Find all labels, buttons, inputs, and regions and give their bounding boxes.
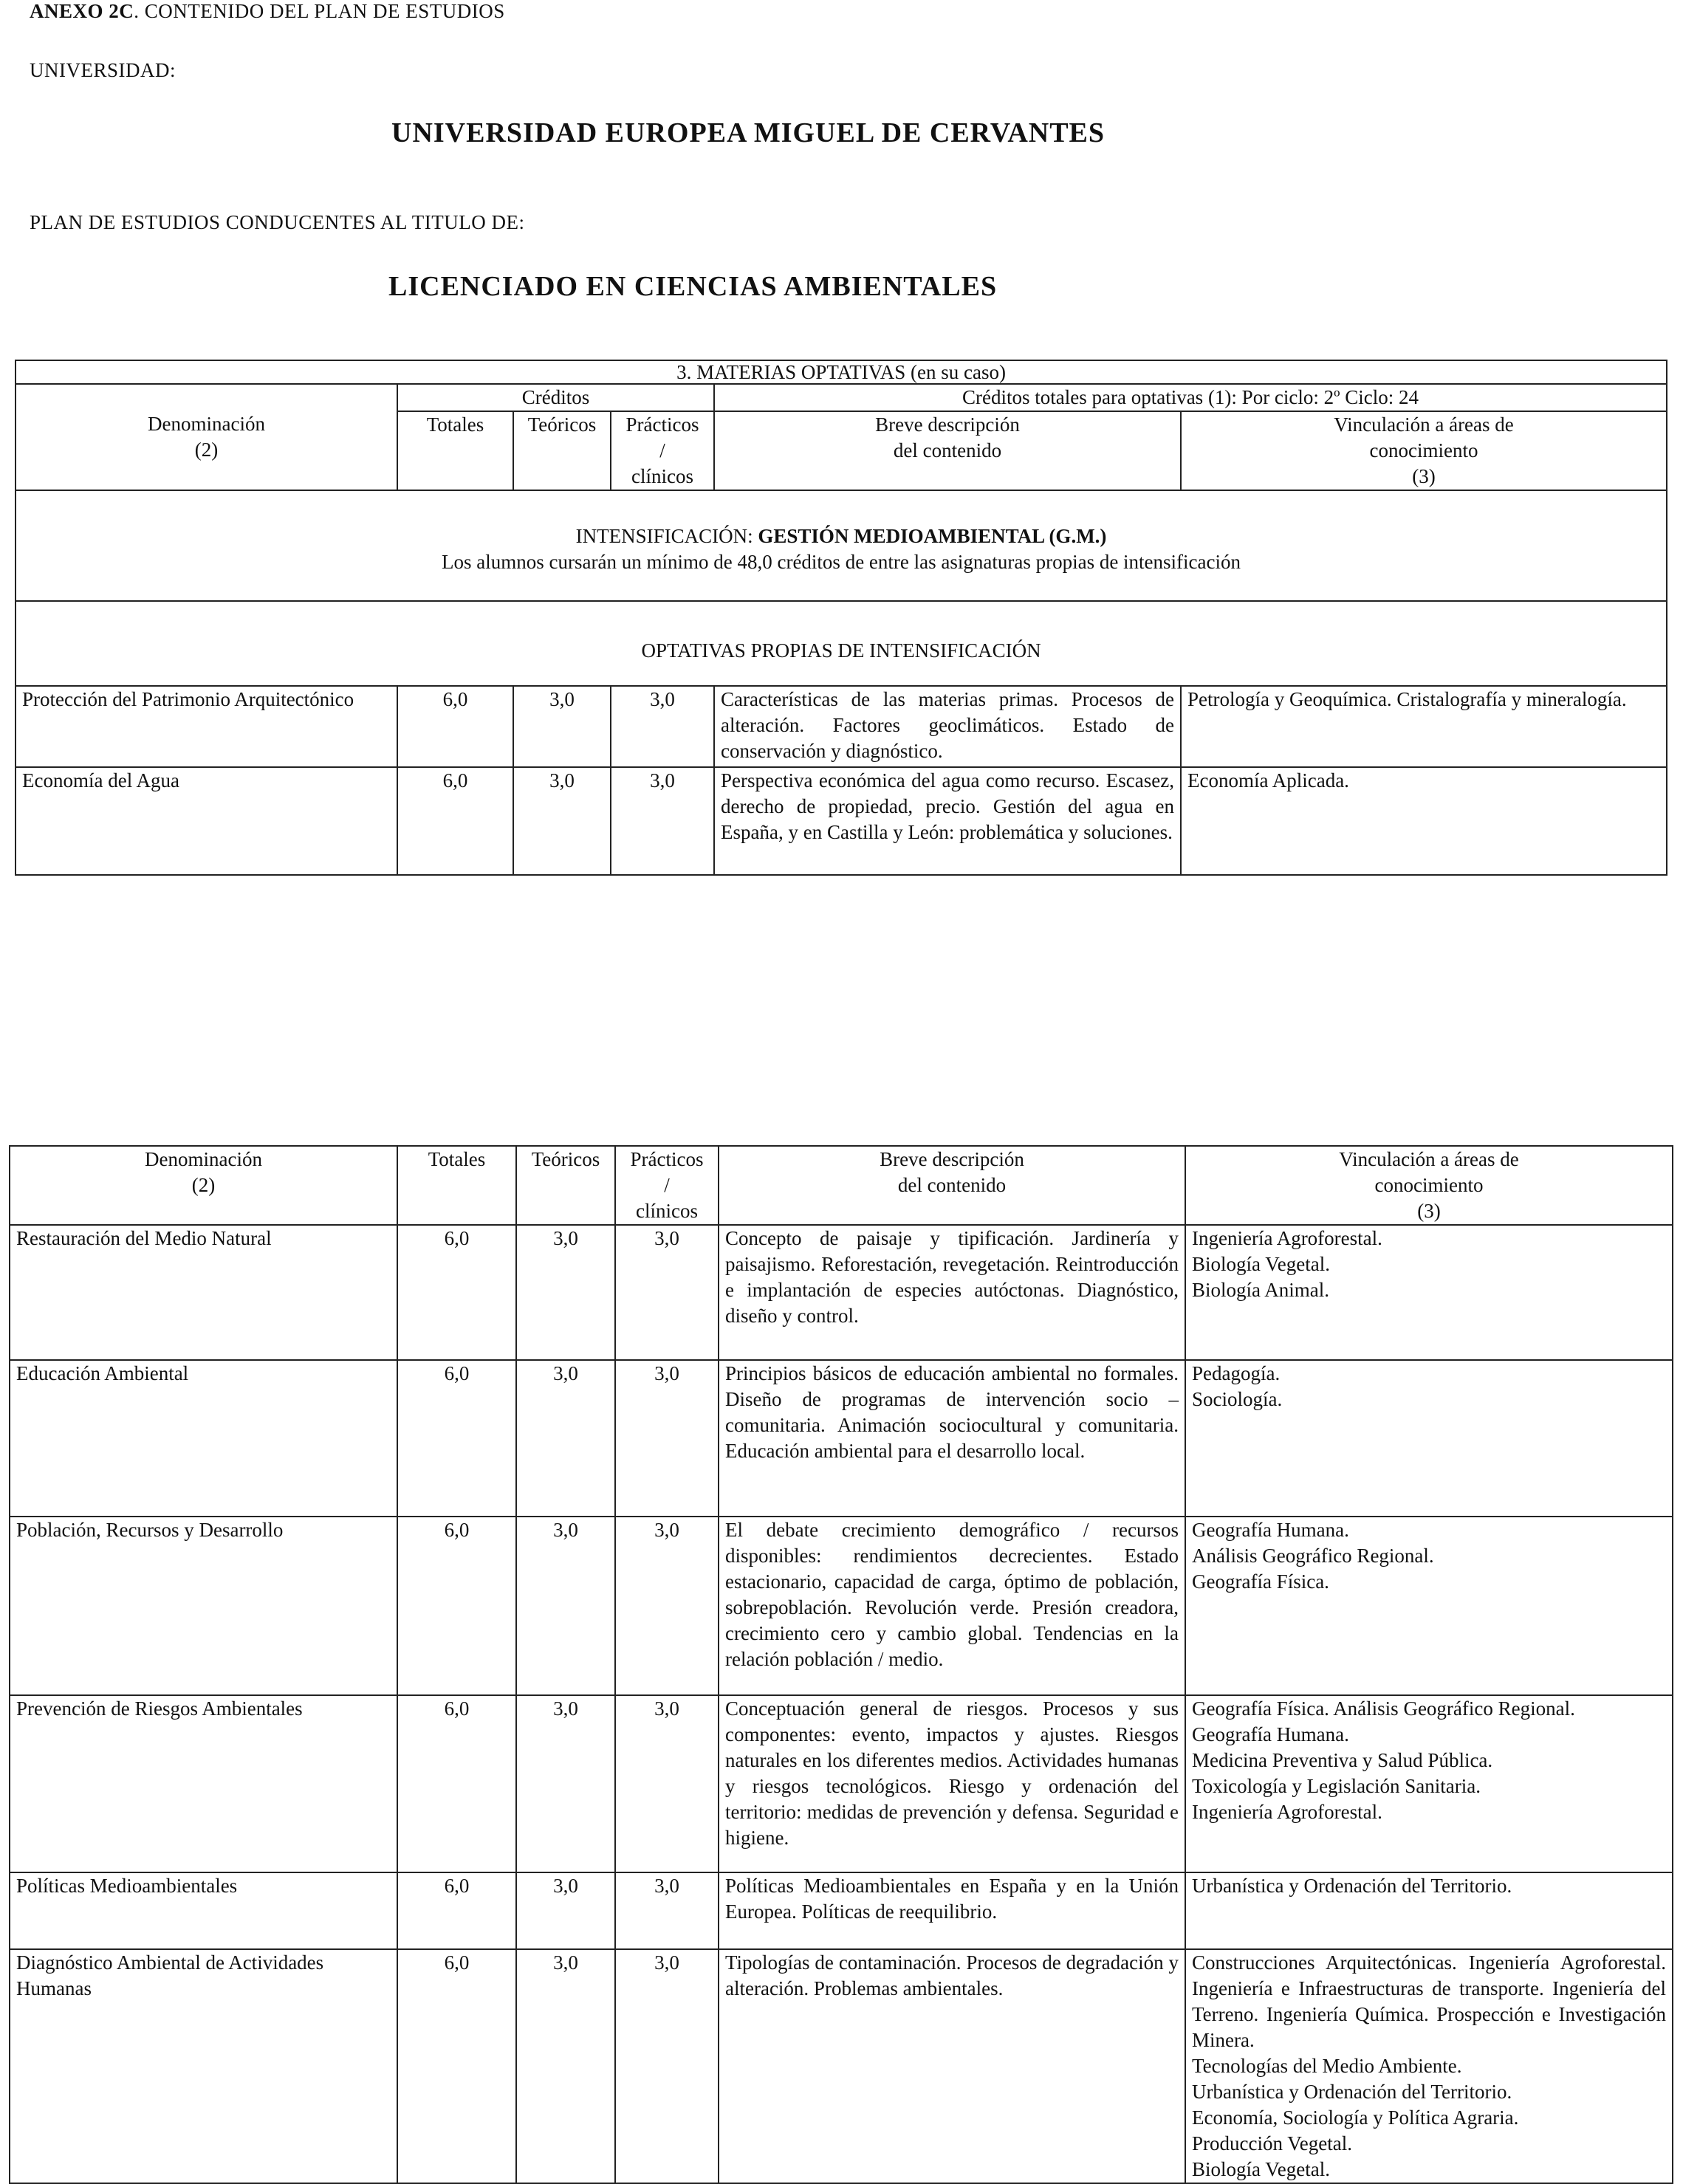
- credits-group-header: Créditos: [397, 384, 714, 411]
- table-row: [10, 1872, 1673, 1949]
- subjects-continuation-table: [9, 1145, 1673, 2184]
- credits-teoricos: 3,0: [516, 1872, 615, 1949]
- credits-totales: 6,0: [397, 686, 513, 767]
- credits-teoricos: 3,0: [516, 1949, 615, 2183]
- subject-areas: [1185, 1695, 1673, 1872]
- column-header-row: [10, 1146, 1673, 1225]
- area-item: Ingeniería Agroforestal.: [1192, 1227, 1382, 1249]
- area-item: Urbanística y Ordenación del Territorio.: [1192, 1875, 1512, 1897]
- credits-practicos: 3,0: [615, 1360, 719, 1517]
- credits-practicos: 3,0: [615, 1225, 719, 1360]
- credits-totales: 6,0: [397, 1225, 516, 1360]
- subject-areas: Petrología y Geoquímica. Cristalografía y mineralogía.: [1181, 686, 1667, 767]
- intensification-row: [16, 490, 1667, 601]
- subject-description: Perspectiva económica del agua como recurso. Escasez, derecho de propiedad, precio. Gestión del agua en España, y en Castilla y León: problemática y soluciones.: [714, 767, 1181, 875]
- area-item: Medicina Preventiva y Salud Pública.: [1192, 1749, 1493, 1771]
- table-row: [10, 1360, 1673, 1517]
- subject-description: Políticas Medioambientales en España y en la Unión Europea. Políticas de reequilibrio.: [719, 1872, 1185, 1949]
- optativas-title-row: [16, 601, 1667, 686]
- subject-name: Prevención de Riesgos Ambientales: [10, 1695, 397, 1872]
- subject-name: Protección del Patrimonio Arquitectónico: [16, 686, 397, 767]
- area-item: Ingeniería Agroforestal.: [1192, 1801, 1382, 1823]
- col-vinculacion: Vinculación a áreas de conocimiento (3): [1185, 1146, 1673, 1225]
- subject-name: Población, Recursos y Desarrollo: [10, 1517, 397, 1695]
- subject-name: Políticas Medioambientales: [10, 1872, 397, 1949]
- area-item: Biología Vegetal.: [1192, 1253, 1330, 1275]
- subject-name: Economía del Agua: [16, 767, 397, 875]
- credits-practicos: 3,0: [615, 1949, 719, 2183]
- credits-practicos: 3,0: [615, 1695, 719, 1872]
- credits-totales: 6,0: [397, 1517, 516, 1695]
- subject-name: Restauración del Medio Natural: [10, 1225, 397, 1360]
- intensification-title: INTENSIFICACIÓN: GESTIÓN MEDIOAMBIENTAL (G.M.): [575, 525, 1107, 547]
- table-body: [10, 1225, 1673, 2183]
- plan-label: PLAN DE ESTUDIOS CONDUCENTES AL TITULO DE:: [30, 211, 525, 233]
- area-item: Economía, Sociología y Política Agraria.: [1192, 2106, 1519, 2129]
- area-item: Construcciones Arquitectónicas. Ingeniería Agroforestal. Ingeniería e Infraestructuras de transporte. Ingeniería del Terreno. Ingeniería Química. Prospección e Investigación Minera.: [1192, 1951, 1666, 2051]
- annex-heading: ANEXO 2C. CONTENIDO DEL PLAN DE ESTUDIOS: [30, 0, 505, 22]
- credits-teoricos: 3,0: [516, 1225, 615, 1360]
- subject-areas: [1185, 1949, 1673, 2183]
- col-practicos: Prácticos / clínicos: [615, 1146, 719, 1225]
- subject-areas: [1185, 1225, 1673, 1360]
- col-totales: Totales: [397, 411, 513, 490]
- area-item: Geografía Humana.: [1192, 1723, 1349, 1745]
- area-item: Geografía Humana.: [1192, 1519, 1349, 1541]
- col-denominacion: Denominación (2): [10, 1146, 397, 1225]
- area-item: Toxicología y Legislación Sanitaria.: [1192, 1775, 1481, 1797]
- credits-total-note: Créditos totales para optativas (1): Por ciclo: 2º Ciclo: 24: [714, 384, 1667, 411]
- area-item: Pedagogía.: [1192, 1362, 1281, 1384]
- subject-areas: Economía Aplicada.: [1181, 767, 1667, 875]
- credits-practicos: 3,0: [611, 686, 714, 767]
- credits-totales: 6,0: [397, 1872, 516, 1949]
- credits-practicos: 3,0: [611, 767, 714, 875]
- area-item: Sociología.: [1192, 1388, 1283, 1410]
- intensification-banner: [16, 490, 1667, 601]
- subject-name: Educación Ambiental: [10, 1360, 397, 1517]
- credits-practicos: 3,0: [615, 1872, 719, 1949]
- credits-totales: 6,0: [397, 1695, 516, 1872]
- area-item: Biología Animal.: [1192, 1279, 1329, 1301]
- subject-name: Diagnóstico Ambiental de Actividades Humanas: [10, 1949, 397, 2183]
- col-descripcion: Breve descripción del contenido: [719, 1146, 1185, 1225]
- area-item: Producción Vegetal.: [1192, 2132, 1352, 2154]
- area-item: Urbanística y Ordenación del Territorio.: [1192, 2081, 1512, 2103]
- credits-teoricos: 3,0: [516, 1360, 615, 1517]
- table-row: [10, 1949, 1673, 2183]
- credits-row: [16, 384, 1667, 411]
- subject-description: Concepto de paisaje y tipificación. Jardinería y paisajismo. Reforestación, revegetación. Reintroducción e implantación de especies autóctonas. Diagnóstico, diseño y control.: [719, 1225, 1185, 1360]
- table-row: [10, 1517, 1673, 1695]
- subject-description: Características de las materias primas. Procesos de alteración. Factores geoclimáticos. Estado de conservación y diagnóstico.: [714, 686, 1181, 767]
- col-totales: Totales: [397, 1146, 516, 1225]
- optativas-title: OPTATIVAS PROPIAS DE INTENSIFICACIÓN: [16, 601, 1667, 686]
- section-title-row: [16, 360, 1667, 384]
- col-denominacion: Denominación (2): [16, 411, 397, 490]
- university-label: UNIVERSIDAD:: [30, 59, 176, 81]
- col-practicos: Prácticos / clínicos: [611, 411, 714, 490]
- university-name: UNIVERSIDAD EUROPEA MIGUEL DE CERVANTES: [391, 117, 1106, 148]
- section-title: 3. MATERIAS OPTATIVAS (en su caso): [16, 360, 1667, 384]
- table-row: [16, 686, 1667, 767]
- subject-areas: [1185, 1872, 1673, 1949]
- subject-areas: [1185, 1360, 1673, 1517]
- col-vinculacion: Vinculación a áreas de conocimiento (3): [1181, 411, 1667, 490]
- area-item: Tecnologías del Medio Ambiente.: [1192, 2055, 1462, 2077]
- credits-practicos: 3,0: [615, 1517, 719, 1695]
- subject-description: El debate crecimiento demográfico / recursos disponibles: rendimientos decrecientes. Estado estacionario, capacidad de carga, óptimo de población, sobrepoblación. Revolución verde. Presión creadora, crecimiento cero y cambio global. Tendencias en la relación población / medio.: [719, 1517, 1185, 1695]
- credits-teoricos: 3,0: [516, 1517, 615, 1695]
- subject-description: Conceptuación general de riesgos. Procesos y sus componentes: evento, impactos y ajustes. Riesgos naturales en los diferentes medios. Actividades humanas y riesgos tecnológicos. Riesgo y ordenación del territorio: medidas de prevención y defensa. Seguridad e higiene.: [719, 1695, 1185, 1872]
- table-row: [16, 767, 1667, 875]
- subject-description: Tipologías de contaminación. Procesos de degradación y alteración. Problemas ambientales.: [719, 1949, 1185, 2183]
- col-teoricos: Teóricos: [513, 411, 611, 490]
- credits-totales: 6,0: [397, 1949, 516, 2183]
- table-row: [10, 1695, 1673, 1872]
- credits-totales: 6,0: [397, 767, 513, 875]
- intensification-note: Los alumnos cursarán un mínimo de 48,0 créditos de entre las asignaturas propias de intensificación: [442, 551, 1241, 573]
- subject-description: Principios básicos de educación ambiental no formales. Diseño de programas de intervención socio – comunitaria. Animación sociocultural y comunitaria. Educación ambiental para el desarrollo local.: [719, 1360, 1185, 1517]
- credits-teoricos: 3,0: [516, 1695, 615, 1872]
- credits-totales: 6,0: [397, 1360, 516, 1517]
- column-header-row: [16, 411, 1667, 490]
- area-item: Análisis Geográfico Regional.: [1192, 1545, 1434, 1567]
- optional-subjects-table: [15, 360, 1667, 876]
- credits-teoricos: 3,0: [513, 686, 611, 767]
- col-teoricos: Teóricos: [516, 1146, 615, 1225]
- credits-teoricos: 3,0: [513, 767, 611, 875]
- area-item: Biología Vegetal.: [1192, 2158, 1330, 2180]
- area-item: Geografía Física.: [1192, 1570, 1329, 1593]
- area-item: Geografía Física. Análisis Geográfico Regional.: [1192, 1697, 1575, 1720]
- degree-title: LICENCIADO EN CIENCIAS AMBIENTALES: [388, 271, 998, 302]
- subject-areas: [1185, 1517, 1673, 1695]
- col-descripcion: Breve descripción del contenido: [714, 411, 1181, 490]
- table-row: [10, 1225, 1673, 1360]
